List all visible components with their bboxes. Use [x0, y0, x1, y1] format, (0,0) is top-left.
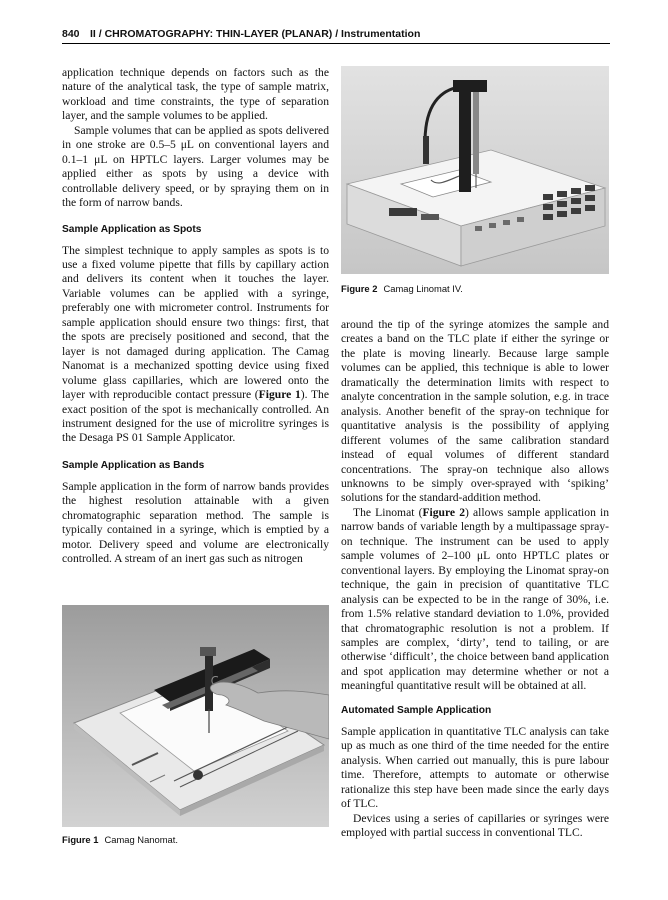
running-header	[62, 28, 610, 44]
section-heading: Sample Application as Bands	[62, 459, 205, 471]
paragraph: Devices using a series of capillaries or syringes were employed with partial success in conventional TLC.	[341, 811, 609, 839]
page-number: 840	[62, 28, 80, 40]
figure-label: Figure 2	[341, 283, 378, 294]
figure-reference[interactable]: Figure 2	[422, 505, 465, 519]
header-rule	[62, 43, 610, 44]
left-column	[62, 66, 329, 567]
figure-label: Figure 1	[62, 834, 99, 845]
paragraph: application technique depends on factors such as the nature of the analytical task, the type of sample matrix, workload and time constraints, the type of separation layer, and the sample volumes to be applied.	[62, 66, 329, 123]
paragraph: around the tip of the syringe atomizes the sample and creates a band on the TLC plate if either the syringe or the plate is moving linearly. Because large sample volumes can be applied, this technique is able to lower dramatically the determination limits with respect to analyte concentration in the sample solution, e.g. in trace analysis. Another benefit of the spray-on technique for quantitative analysis is the possibility of applying different volumes of the same calibration standard instead of equal volumes of different standard concentrations. The spray-on technique also allows unknowns to be simply over-sprayed with ‘spiking’ solutions for the standard-addition method.	[341, 318, 609, 505]
section-heading: Automated Sample Application	[341, 704, 492, 716]
paragraph: Sample volumes that can be applied as spots delivered in one stroke are 0.5–5 μL on conventional layers and 0.1–1 μL on HPTLC layers. Larger volumes may be applied either as spots by using a device with controllable delivery speed, or by spraying them on in the form of narrow bands.	[62, 123, 329, 210]
figure-2-caption	[341, 283, 463, 294]
figure-1-caption	[62, 834, 178, 845]
paragraph: The Linomat (Figure 2) allows sample application in narrow bands of variable length by a multipassage spray-on technique. The instrument can be used to apply sample volumes of 2–100 μL onto HPTLC plates or conventional layers. By employing the Linomat spray-on technique, the gain in precision of quantitative TLC analysis can be expected to be in the range of 30%, i.e. from 1.5% relative standard deviation to 1.0%, provided that chromatographic resolution is not a problem. If samples are complex, ‘dirty’, tend to tailing, or are otherwise ‘difficult’, the choice between band application and spot application may determine whether or not a meaningful quantitative result will be obtained at all.	[341, 505, 610, 693]
figure-reference[interactable]: Figure 1	[258, 388, 301, 402]
paragraph: Sample application in the form of narrow bands provides the highest resolution attainable with a given chromatographic separation method. The sample is typically contained in a syringe, which is emptied by a motor. Delivery speed and volume are electronically controlled. A stream of an inert gas such as nitrogen	[62, 479, 329, 566]
paragraph: Sample application in quantitative TLC analysis can take up as much as one third of the time needed for the entire analysis. When carried out manually, this is pure labour time. Therefore, attempts to automate or otherwise rationalize this step have been made since the early days of TLC.	[341, 724, 609, 811]
caption-text: Camag Linomat IV.	[383, 283, 463, 294]
paragraph: The simplest technique to apply samples as spots is to use a fixed volume pipette that fills by capillary action and delivers its content when it touches the layer. Variable volumes can be applied with a syringe, preferably one with micrometer control. Instruments for sample application should ensure two things: first, that the spots are precisely positioned and second, that the layer is not damaged during application. The Camag Nanomat is a mechanized spotting device using fixed volume glass capillaries, which are lowered onto the layer with reproducible contact pressure (Figure 1). The exact position of the spot is mechanically controlled. An instrument designed for the use of microlitre syringes is the Desaga PS 01 Sample Applicator.	[62, 243, 329, 445]
caption-text: Camag Nanomat.	[104, 834, 178, 845]
running-title: II / CHROMATOGRAPHY: THIN-LAYER (PLANAR) / Instrumentation	[90, 28, 421, 40]
right-column	[341, 318, 609, 840]
figure-1-nanomat-photo	[62, 605, 329, 827]
section-heading: Sample Application as Spots	[62, 223, 202, 235]
figure-2-linomat-photo	[341, 66, 609, 274]
